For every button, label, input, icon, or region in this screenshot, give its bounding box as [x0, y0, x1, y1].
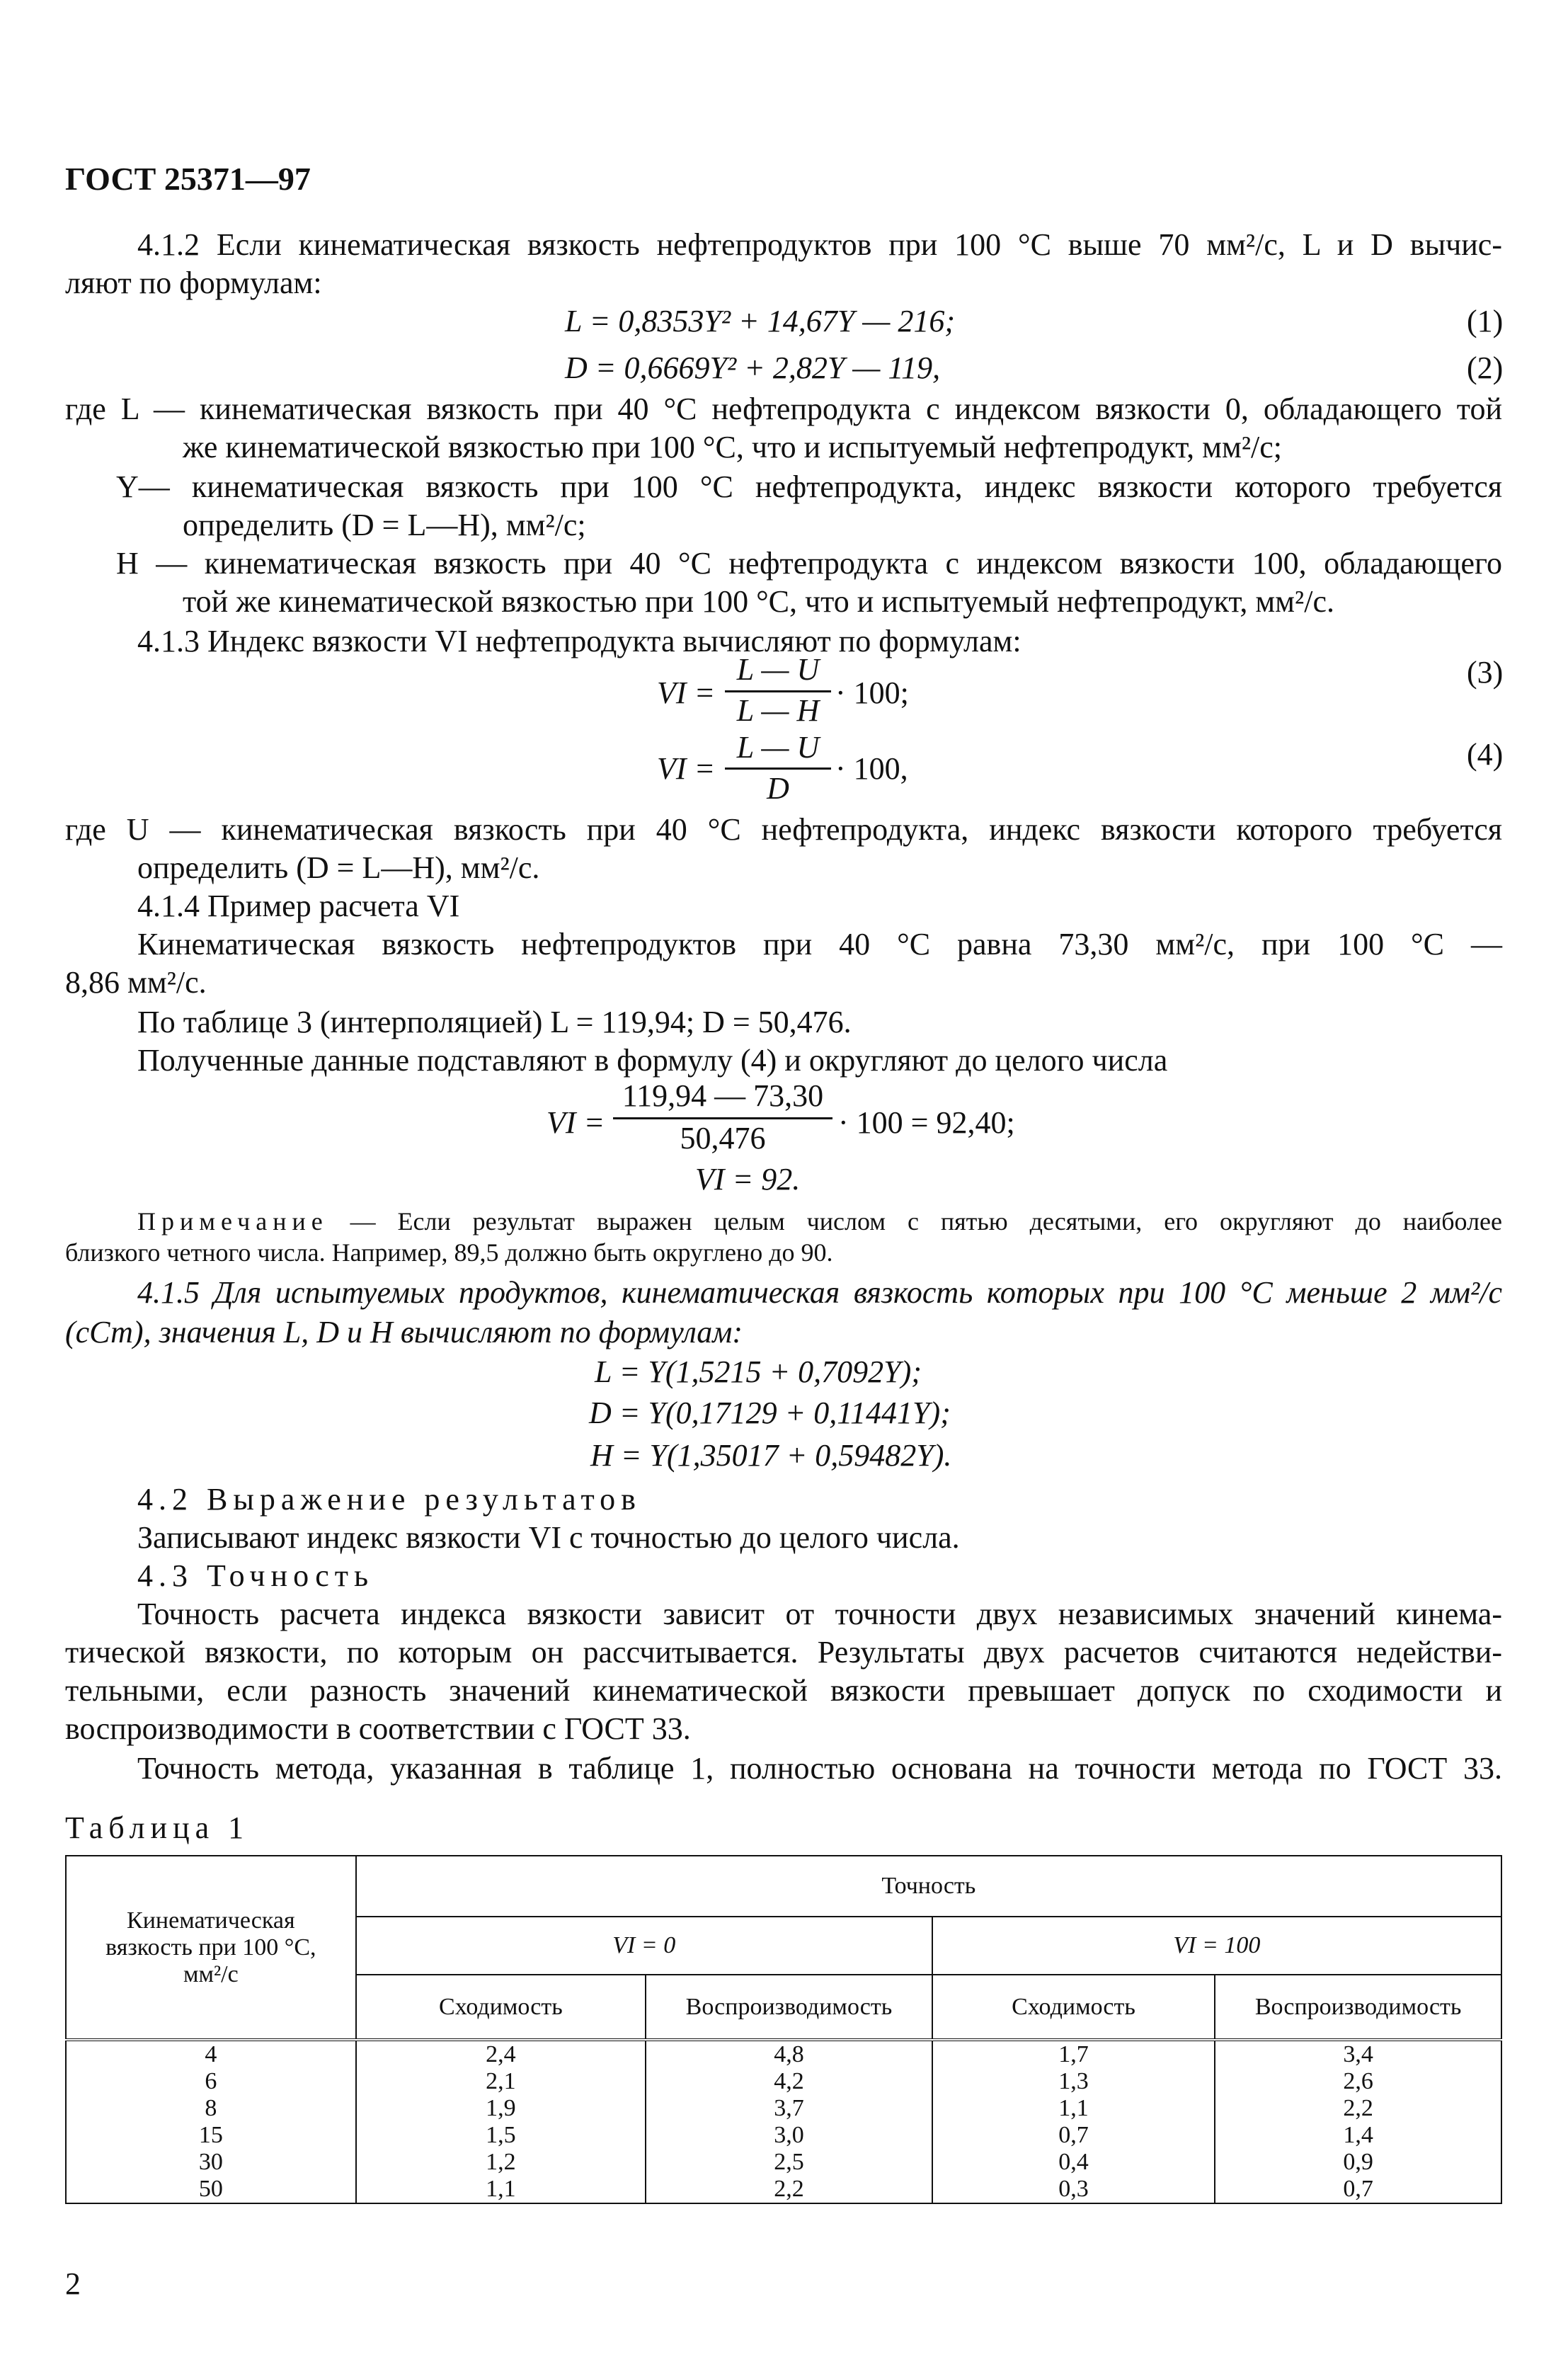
table-caption: Таблица 1 — [65, 1810, 250, 1845]
table-cell: 1,2 — [356, 2149, 646, 2176]
table-cell: 4 — [66, 2040, 356, 2068]
table-vi100-header: VI = 100 — [932, 1917, 1501, 1975]
where-H-line2: той же кинематической вязкостью при 100 °С, что и испытуемый нефтепродукт, мм²/с. — [183, 584, 1334, 619]
example-formula-numerator: 119,94 — 73,30 — [622, 1078, 824, 1113]
table-cell: 50 — [66, 2176, 356, 2203]
s414-line4: Полученные данные подставляют в формулу (4) и округляют до целого числа — [137, 1043, 1168, 1078]
s413-line1: 4.1.3 Индекс вязкости VI нефтепродукта вычисляют по формулам: — [137, 624, 1022, 658]
table-cell: 4,2 — [646, 2068, 932, 2095]
formula-1-number: (1) — [1467, 304, 1504, 338]
table-group-header: Точность — [356, 1856, 1501, 1917]
formula-4-denominator: D — [767, 771, 789, 806]
table-cell: 4,8 — [646, 2040, 932, 2068]
s414-line1: Кинематическая вязкость нефтепродуктов при 40 °С равна 73,30 мм²/с, при 100 °С — — [137, 927, 1502, 961]
table-cell: 1,7 — [932, 2040, 1215, 2068]
s43-p1-line2: тической вязкости, по которым он рассчитывается. Результаты двух расчетов считаются недействи- — [65, 1635, 1502, 1670]
formula-4-number: (4) — [1467, 737, 1504, 772]
table-row — [66, 2068, 1501, 2095]
table-row — [66, 2122, 1501, 2149]
table-cell: 1,5 — [356, 2122, 646, 2149]
table-cell: 0,7 — [1215, 2176, 1501, 2203]
s415-line1: 4.1.5 Для испытуемых продуктов, кинематическая вязкость которых при 100 °С меньше 2 мм²/с — [137, 1275, 1502, 1310]
table-row — [66, 2176, 1501, 2203]
table-cell: 0,4 — [932, 2149, 1215, 2176]
formula-H: H = Y(1,35017 + 0,59482Y). — [590, 1438, 952, 1473]
table-sub-header: Сходимость — [356, 1975, 646, 2040]
s412-line1: 4.1.2 Если кинематическая вязкость нефтепродуктов при 100 °С выше 70 мм²/с, L и D вычис- — [137, 227, 1502, 262]
table-cell: 6 — [66, 2068, 356, 2095]
where-U-line2: определить (D = L—H), мм²/с. — [137, 850, 540, 885]
s414-line2: 8,86 мм²/с. — [65, 965, 207, 1000]
formula-2: D = 0,6669Y² + 2,82Y — 119, — [565, 350, 941, 385]
table-cell: 1,9 — [356, 2095, 646, 2122]
table-cell: 30 — [66, 2149, 356, 2176]
s415-line2: (сСт), значения L, D и H вычисляют по формулам: — [65, 1315, 743, 1349]
s414-heading: 4.1.4 Пример расчета VI — [137, 889, 460, 923]
where-H-line1: H — кинематическая вязкость при 40 °С нефтепродукта с индексом вязкости 100, обладающего — [116, 546, 1502, 581]
table-cell: 0,3 — [932, 2176, 1215, 2203]
s42-heading-text: 4.2 Выражение результатов — [137, 1482, 641, 1517]
document-header: ГОСТ 25371—97 — [65, 161, 311, 197]
formula-4-rhs: · 100, — [835, 751, 908, 786]
s42-line1: Записывают индекс вязкости VI с точностью до целого числа. — [137, 1520, 960, 1555]
table-cell: 3,4 — [1215, 2040, 1501, 2068]
table-row — [66, 2149, 1501, 2176]
table-cell: 2,5 — [646, 2149, 932, 2176]
s43-p1-line3: тельными, если разность значений кинематической вязкости превышает допуск по сходимости и — [65, 1673, 1502, 1708]
note-text: — Если результат выражен целым числом с пятью десятыми, его округляют до наиболее — [328, 1207, 1502, 1235]
formula-D: D = Y(0,17129 + 0,11441Y); — [589, 1396, 951, 1430]
formula-4-lhs: VI = — [657, 751, 716, 786]
example-formula-denominator: 50,476 — [680, 1121, 766, 1155]
s43-p1-line4: воспроизводимости в соответствии с ГОСТ 33. — [65, 1711, 691, 1746]
table-row — [66, 2040, 1501, 2068]
table-cell: 2,2 — [646, 2176, 932, 2203]
table-cell: 15 — [66, 2122, 356, 2149]
formula-3-numerator: L — U — [736, 652, 820, 687]
where-L-line1: где L — кинематическая вязкость при 40 °С нефтепродукта с индексом вязкости 0, обладающего той — [65, 392, 1502, 426]
table-cell: 1,1 — [932, 2095, 1215, 2122]
s43-heading-text: 4.3 Точность — [137, 1558, 374, 1593]
s412-line2: ляют по формулам: — [65, 266, 322, 300]
formula-4-fraction-bar — [725, 767, 831, 770]
example-result: VI = 92. — [695, 1162, 801, 1197]
note-label: Примечание — [137, 1207, 328, 1235]
table-col0-header: Кинематическая вязкость при 100 °С, мм²/с — [66, 1856, 356, 2040]
s43-heading — [137, 1558, 374, 1594]
table-cell: 0,7 — [932, 2122, 1215, 2149]
example-formula-rhs: · 100 = 92,40; — [838, 1105, 1015, 1140]
table-cell: 2,2 — [1215, 2095, 1501, 2122]
s43-p1-line1: Точность расчета индекса вязкости зависит от точности двух независимых значений кинема- — [137, 1597, 1502, 1631]
table-cell: 0,9 — [1215, 2149, 1501, 2176]
table-vi0-header: VI = 0 — [356, 1917, 932, 1975]
formula-1: L = 0,8353Y² + 14,67Y — 216; — [565, 304, 955, 338]
formula-3-denominator: L — H — [736, 693, 820, 728]
table-cell: 3,7 — [646, 2095, 932, 2122]
table-sub-header: Воспроизводимость — [1215, 1975, 1501, 2040]
precision-table — [65, 1855, 1502, 2204]
formula-3-rhs: · 100; — [835, 675, 909, 710]
table-cell: 3,0 — [646, 2122, 932, 2149]
page-number: 2 — [65, 2266, 81, 2301]
table-cell: 2,6 — [1215, 2068, 1501, 2095]
s414-line3: По таблице 3 (интерполяцией) L = 119,94; D = 50,476. — [137, 1005, 852, 1039]
formula-4-numerator: L — U — [736, 730, 820, 765]
formula-L: L = Y(1,5215 + 0,7092Y); — [595, 1354, 922, 1389]
table-sub-header: Воспроизводимость — [646, 1975, 932, 2040]
table-cell: 2,4 — [356, 2040, 646, 2068]
table-row — [66, 2095, 1501, 2122]
where-Y-line2: определить (D = L—H), мм²/с; — [183, 508, 586, 542]
table-sub-header: Сходимость — [932, 1975, 1215, 2040]
formula-3-lhs: VI = — [657, 675, 716, 710]
formula-2-number: (2) — [1467, 350, 1504, 385]
note-line1 — [137, 1206, 1502, 1236]
table-cell: 8 — [66, 2095, 356, 2122]
s42-heading — [137, 1481, 641, 1518]
where-U-line1: где U — кинематическая вязкость при 40 °С нефтепродукта, индекс вязкости которого требуется — [65, 812, 1502, 847]
where-L-line2: же кинематической вязкостью при 100 °С, что и испытуемый нефтепродукт, мм²/с; — [183, 430, 1282, 464]
table-cell: 2,1 — [356, 2068, 646, 2095]
table-cell: 1,4 — [1215, 2122, 1501, 2149]
table-cell: 1,1 — [356, 2176, 646, 2203]
s43-p2: Точность метода, указанная в таблице 1, полностью основана на точности метода по ГОСТ 33. — [137, 1751, 1502, 1786]
example-formula-lhs: VI = — [546, 1105, 605, 1140]
where-Y-line1: Y— кинематическая вязкость при 100 °С нефтепродукта, индекс вязкости которого требуется — [116, 469, 1502, 504]
example-formula-fraction-bar — [613, 1117, 832, 1119]
table-cell: 1,3 — [932, 2068, 1215, 2095]
formula-3-number: (3) — [1467, 655, 1504, 690]
note-line2: близкого четного числа. Например, 89,5 должно быть округлено до 90. — [65, 1238, 833, 1267]
